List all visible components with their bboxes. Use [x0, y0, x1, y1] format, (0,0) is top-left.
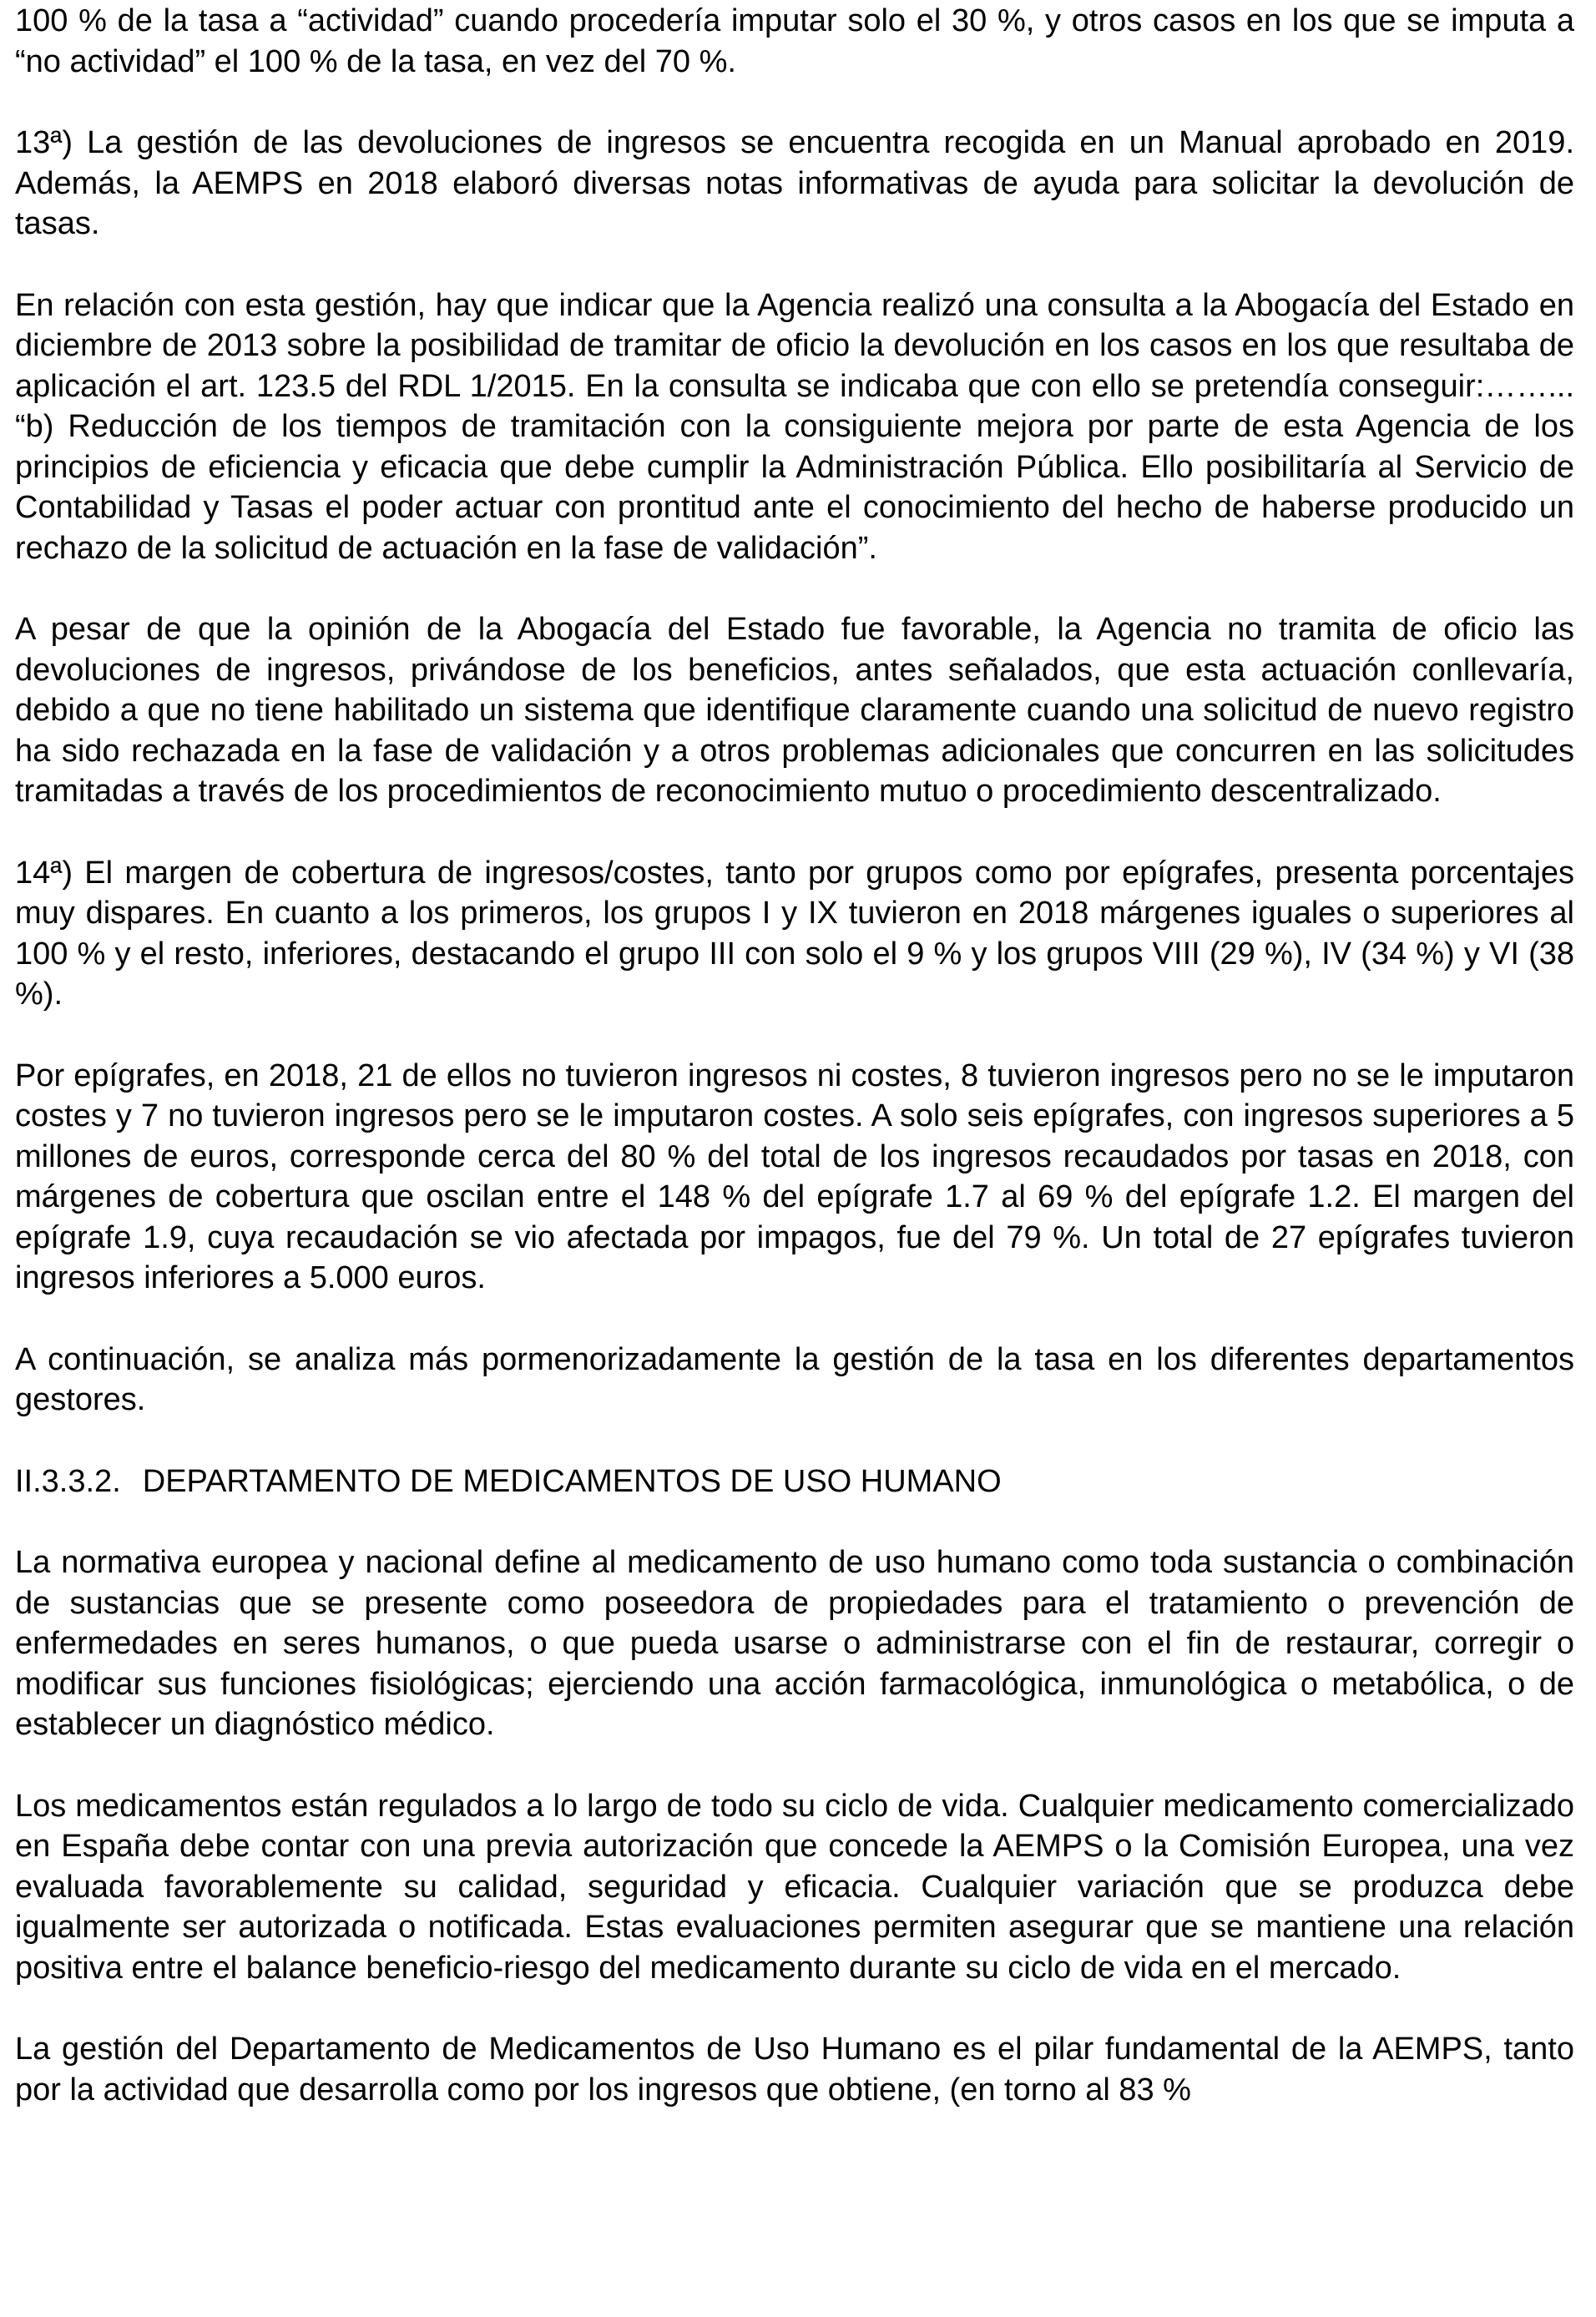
paragraph-definicion-medicamento: La normativa europea y nacional define al medicamento de uso humano como toda sustancia o combinación de sustancias que se presente como poseedora de propiedades para el tratamiento o prevención de enfermedades en seres humanos, o que pueda usarse o administrarse con el fin de restaurar, corregir o modificar sus funciones fisiológicas; ejerciendo una acción farmacológica, inmunológica o metabólica, o de establecer un diagnóstico médico. — [15, 1545, 1574, 1742]
paragraph-tasa-imputacion: 100 % de la tasa a “actividad” cuando procedería imputar solo el 30 %, y otros casos en los que se imputa a “no actividad” el 100 % de la tasa, en vez del 70 %. — [15, 3, 1574, 79]
section-number: II.3.3.2. — [15, 1463, 121, 1499]
paragraph-devoluciones-manual: 13ª) La gestión de las devoluciones de ingresos se encuentra recogida en un Manual aprobado en 2019. Además, la AEMPS en 2018 elaboró diversas notas informativas de ayuda para solicitar la devolución de tasas. — [15, 125, 1574, 241]
paragraph-continuacion: A continuación, se analiza más pormenorizadamente la gestión de la tasa en los diferentes departamentos gestores. — [15, 1341, 1574, 1417]
paragraph-gestion-departamento: La gestión del Departamento de Medicamentos de Uso Humano es el pilar fundamental de la AEMPS, tanto por la actividad que desarrolla como por los ingresos que obtiene, (en torno al 83 % — [15, 2032, 1574, 2108]
section-title: DEPARTAMENTO DE MEDICAMENTOS DE USO HUMANO — [142, 1463, 1002, 1499]
paragraph-epigrafes: Por epígrafes, en 2018, 21 de ellos no tuvieron ingresos ni costes, 8 tuvieron ingresos pero no se le imputaron costes y 7 no tuvieron ingresos pero se le imputaron costes. A solo seis epígrafes, con ingresos superiores a 5 millones de euros, corresponde cerca del 80 % del total de los ingresos recaudados por tasas en 2018, con márgenes de cobertura que oscilan entre el 148 % del epígrafe 1.7 al 69 % del epígrafe 1.2. El margen del epígrafe 1.9, cuya recaudación se vio afectada por impagos, fue del 79 %. Un total de 27 epígrafes tuvieron ingresos inferiores a 5.000 euros. — [15, 1058, 1574, 1295]
paragraph-ciclo-de-vida: Los medicamentos están regulados a lo largo de todo su ciclo de vida. Cualquier medicamento comercializado en España debe contar con una previa autorización que concede la AEMPS o la Comisión Europea, una vez evaluada favorablemente su calidad, seguridad y eficacia. Cualquier variación que se produzca debe igualmente ser autorizada o notificada. Estas evaluaciones permiten asegurar que se mantiene una relación positiva entre el balance beneficio-riesgo del medicamento durante su ciclo de vida en el mercado. — [15, 1788, 1574, 1986]
paragraph-consulta-abogacia: En relación con esta gestión, hay que indicar que la Agencia realizó una consulta a la Abogacía del Estado en diciembre de 2013 sobre la posibilidad de tramitar de oficio la devolución en los casos en los que resultaba de aplicación el art. 123.5 del RDL 1/2015. En la consulta se indicaba que con ello se pretendía conseguir:……... “b) Reducción de los tiempos de tramitación con la consiguiente mejora por parte de esta Agencia de los principios de eficiencia y eficacia que debe cumplir la Administración Pública. Ello posibilitaría al Servicio de Contabilidad y Tasas el poder actuar con prontitud ante el conocimiento del hecho de haberse producido un rechazo de la solicitud de actuación en la fase de validación”. — [15, 287, 1574, 566]
paragraph-tramitacion-oficio: A pesar de que la opinión de la Abogacía del Estado fue favorable, la Agencia no tramita de oficio las devoluciones de ingresos, privándose de los beneficios, antes señalados, que esta actuación conllevaría, debido a que no tiene habilitado un sistema que identifique claramente cuando una solicitud de nuevo registro ha sido rechazada en la fase de validación y a otros problemas adicionales que concurren en las solicitudes tramitadas a través de los procedimientos de reconocimiento mutuo o procedimiento descentralizado. — [15, 612, 1574, 809]
paragraph-margen-cobertura: 14ª) El margen de cobertura de ingresos/costes, tanto por grupos como por epígrafes, presenta porcentajes muy dispares. En cuanto a los primeros, los grupos I y IX tuvieron en 2018 márgenes iguales o superiores al 100 % y el resto, inferiores, destacando el grupo III con solo el 9 % y los grupos VIII (29 %), IV (34 %) y VI (38 %). — [15, 855, 1574, 1012]
section-heading — [15, 1461, 1574, 1502]
document-page — [15, 0, 1574, 2151]
